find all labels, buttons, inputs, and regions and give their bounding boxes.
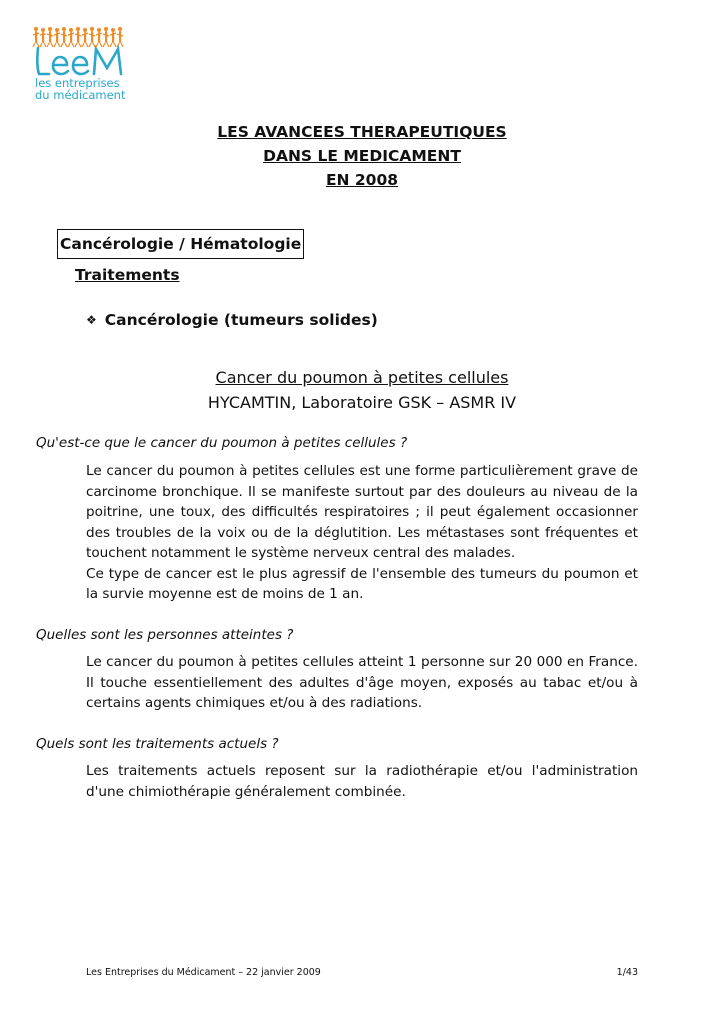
bullet-heading-text: Cancérologie (tumeurs solides) [104,311,378,329]
question-1: Qu'est-ce que le cancer du poumon à petites cellules ? [36,435,408,451]
footer-text: Les Entreprises du Médicament – 22 janvier 2009 [86,967,321,978]
leem-wordmark-icon [34,44,130,78]
document-title-line2: DANS LE MEDICAMENT [263,147,461,165]
logo-tagline-line2: du médicament [35,88,126,102]
answer-1 [86,461,638,605]
bullet-heading [86,309,378,332]
answer-2-paragraph-1: Le cancer du poumon à petites cellules atteint 1 personne sur 20 000 en France. Il touche essentiellement des adultes d'âge moyen, exposés au tabac et/ou à certains agents chimiques et/ou à des radiations. [86,654,638,711]
answer-1-paragraph-2: Ce type de cancer est le plus agressif de l'ensemble des tumeurs du poumon et la survie moyenne est de moins de 1 an. [86,565,638,602]
subsection-heading: Traitements [75,266,180,284]
answer-3 [86,761,638,802]
question-3: Quels sont les traitements actuels ? [36,736,279,752]
leem-logo [30,26,140,106]
page-number: 1/43 [616,967,638,978]
product-line: HYCAMTIN, Laboratoire GSK – ASMR IV [207,393,517,412]
answer-1-paragraph-1: Le cancer du poumon à petites cellules est une forme particulièrement grave de carcinome bronchique. Il se manifeste surtout par des douleurs au niveau de la poitrine, une toux, des difficultés respiratoires ; il peut également occasionner des troubles de la voix ou de la déglutition. Les métastases sont fréquentes et touchent notamment le système nerveux central des malades. [86,463,638,561]
answer-2 [86,652,638,714]
disease-heading: Cancer du poumon à petites cellules [215,368,509,387]
diamond-bullet-icon: ❖ [86,313,97,327]
document-title-line3: EN 2008 [325,171,399,189]
answer-3-paragraph-1: Les traitements actuels reposent sur la radiothérapie et/ou l'administration d'une chimiothérapie généralement combinée. [86,763,638,800]
logo-tagline-line1: les entreprises [35,76,120,90]
section-heading-box: Cancérologie / Hématologie [57,229,304,259]
document-title-line1: LES AVANCEES THERAPEUTIQUES [217,123,507,141]
question-2: Quelles sont les personnes atteintes ? [36,627,294,643]
